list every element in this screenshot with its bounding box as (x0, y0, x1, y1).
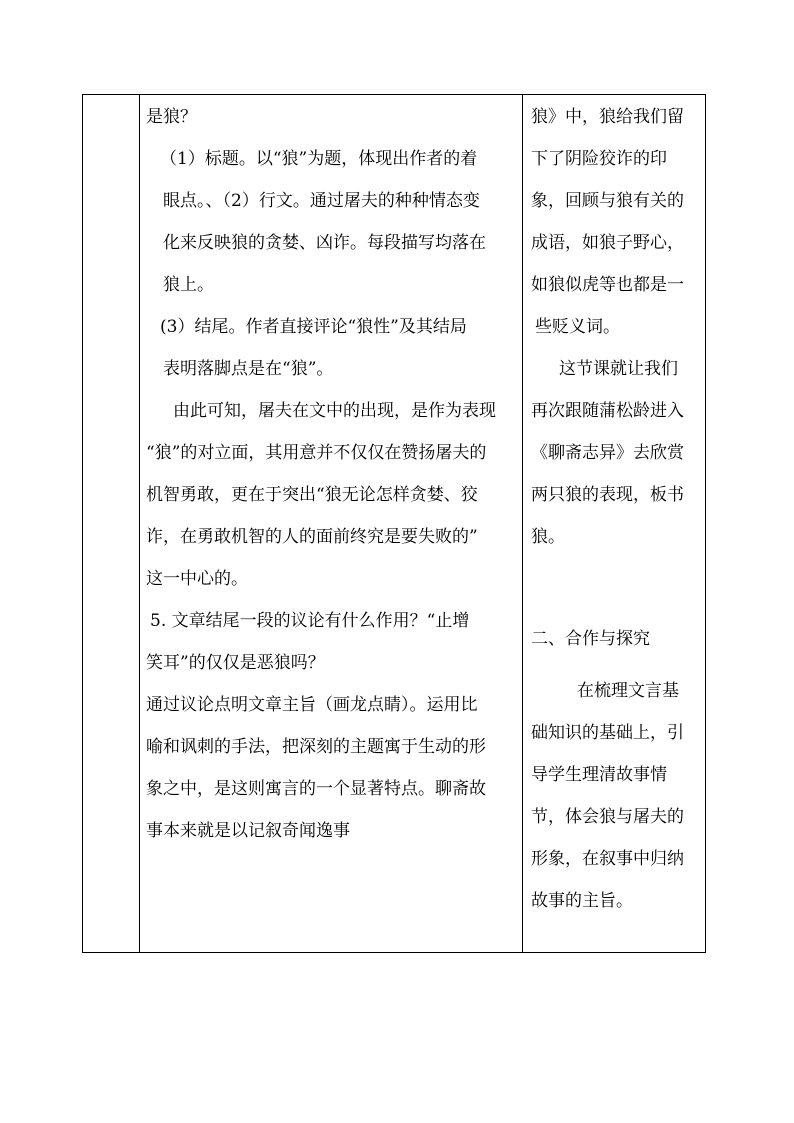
side-line-6: 些贬义词。 (535, 317, 620, 337)
column-divider-left (139, 95, 140, 952)
side-line-15: 导学生理清故事情 (531, 765, 667, 785)
content-line-3: 眼点。、（2）行文。通过屠夫的种种情态变 (163, 191, 480, 211)
side-line-1: 狼》中，狼给我们留 (531, 107, 684, 127)
content-line-12: 这一中心的。 (146, 569, 248, 589)
content-line-2: （1）标题。以“狼”为题，体现出作者的着 (160, 149, 478, 169)
side-line-4: 成语，如狼子野心， (531, 233, 684, 253)
answer-line-2: 喻和讽刺的手法，把深刻的主题寓于生动的形 (146, 737, 486, 757)
side-line-5: 如狼似虎等也都是一 (531, 275, 684, 295)
question-5-line-2: 笑耳”的仅仅是恶狼吗？ (146, 653, 325, 673)
content-line-8: 由此可知，屠夫在文中的出现，是作为表现 (173, 401, 496, 421)
content-line-9: “狼”的对立面，其用意并不仅仅在赞扬屠夫的 (146, 443, 487, 463)
side-line-3: 象，回顾与狼有关的 (531, 191, 684, 211)
content-line-6: (3）结尾。作者直接评论“狼性”及其结局 (160, 317, 467, 337)
side-line-9: 《聊斋志异》去欣赏 (531, 443, 684, 463)
side-line-8: 再次跟随蒲松龄进入 (531, 401, 684, 421)
side-line-10: 两只狼的表现，板书 (531, 485, 684, 505)
answer-line-4: 事本来就是以记叙奇闻逸事 (146, 821, 350, 841)
side-line-14: 础知识的基础上，引 (531, 723, 684, 743)
column-divider-right (522, 95, 523, 952)
side-line-13: 在梳理文言基 (577, 681, 679, 701)
answer-line-1: 通过议论点明文章主旨（画龙点睛）。运用比 (146, 695, 478, 715)
section-heading-cooperation: 二、合作与探究 (531, 629, 650, 649)
content-line-5: 狼上。 (163, 275, 214, 295)
content-line-10: 机智勇敢，更在于突出“狼无论怎样贪婪、狡 (146, 485, 478, 505)
content-line-1: 是狼？ (146, 107, 197, 127)
side-line-7: 这节课就让我们 (559, 359, 678, 379)
side-line-11: 狼。 (531, 527, 565, 547)
side-line-18: 故事的主旨。 (531, 891, 633, 911)
content-line-11: 诈，在勇敢机智的人的面前终究是要失败的” (146, 527, 478, 547)
question-5-line-1: 5. 文章结尾一段的议论有什么作用？“止增 (150, 611, 470, 631)
content-line-4: 化来反映狼的贪婪、凶诈。每段描写均落在 (163, 233, 486, 253)
side-line-16: 节，体会狼与屠夫的 (531, 807, 684, 827)
side-line-2: 下了阴险狡诈的印 (531, 149, 667, 169)
content-line-7: 表明落脚点是在“狼”。 (163, 359, 334, 379)
answer-line-3: 象之中，是这则寓言的一个显著特点。聊斋故 (146, 779, 486, 799)
side-line-17: 形象，在叙事中归纳 (531, 849, 684, 869)
